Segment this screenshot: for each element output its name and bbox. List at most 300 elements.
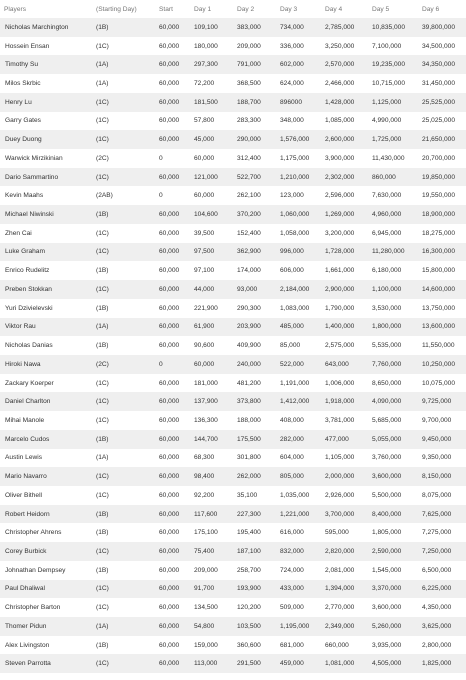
player-name: Corey Burbick xyxy=(5,547,47,555)
day-4-chips: 2,466,000 xyxy=(325,80,355,88)
start-chips: 60,000 xyxy=(159,248,180,256)
table-row xyxy=(0,467,466,486)
player-name: Daniel Charlton xyxy=(5,398,51,406)
day-2-chips: 312,400 xyxy=(237,154,261,162)
day-2-chips: 93,000 xyxy=(237,285,258,293)
starting-day: (1C) xyxy=(96,98,109,106)
player-name: Yuri Dzivielevski xyxy=(5,304,53,312)
day-3-chips: 602,000 xyxy=(280,61,304,69)
table-row xyxy=(0,93,466,112)
day-2-chips: 195,400 xyxy=(237,529,261,537)
day-3-chips: 433,000 xyxy=(280,585,304,593)
day-5-chips: 5,535,000 xyxy=(372,342,402,350)
start-chips: 0 xyxy=(159,360,163,368)
table-row xyxy=(0,542,466,561)
day-4-chips: 1,394,000 xyxy=(325,585,355,593)
day-2-chips: 301,800 xyxy=(237,454,261,462)
player-name: Hiroki Nawa xyxy=(5,360,41,368)
table-row xyxy=(0,243,466,262)
starting-day: (1C) xyxy=(96,491,109,499)
day-6-chips: 9,350,000 xyxy=(422,454,452,462)
table-row xyxy=(0,37,466,56)
day-6-chips: 9,700,000 xyxy=(422,416,452,424)
player-name: Garry Gates xyxy=(5,117,41,125)
header-day-2: Day 2 xyxy=(237,5,255,13)
day-3-chips: 1,175,000 xyxy=(280,154,310,162)
day-4-chips: 2,900,000 xyxy=(325,285,355,293)
day-5-chips: 6,180,000 xyxy=(372,267,402,275)
day-2-chips: 791,000 xyxy=(237,61,261,69)
header-day-4: Day 4 xyxy=(325,5,343,13)
day-2-chips: 188,700 xyxy=(237,98,261,106)
table-row xyxy=(0,411,466,430)
day-2-chips: 291,500 xyxy=(237,660,261,668)
table-row xyxy=(0,505,466,524)
day-4-chips: 660,000 xyxy=(325,641,349,649)
day-3-chips: 896000 xyxy=(280,98,303,106)
day-4-chips: 2,575,000 xyxy=(325,342,355,350)
table-row xyxy=(0,18,466,37)
day-2-chips: 188,000 xyxy=(237,416,261,424)
day-3-chips: 1,210,000 xyxy=(280,173,310,181)
table-row xyxy=(0,486,466,505)
day-3-chips: 604,000 xyxy=(280,454,304,462)
day-2-chips: 409,900 xyxy=(237,342,261,350)
day-4-chips: 2,600,000 xyxy=(325,136,355,144)
day-4-chips: 1,081,000 xyxy=(325,660,355,668)
day-4-chips: 2,081,000 xyxy=(325,566,355,574)
starting-day: (1C) xyxy=(96,285,109,293)
table-body xyxy=(0,18,466,673)
day-5-chips: 7,760,000 xyxy=(372,360,402,368)
start-chips: 60,000 xyxy=(159,342,180,350)
starting-day: (1C) xyxy=(96,42,109,50)
table-row xyxy=(0,561,466,580)
table-row xyxy=(0,55,466,74)
day-5-chips: 11,280,000 xyxy=(372,248,405,256)
table-row xyxy=(0,336,466,355)
day-1-chips: 90,600 xyxy=(194,342,215,350)
start-chips: 60,000 xyxy=(159,285,180,293)
day-6-chips: 8,075,000 xyxy=(422,491,452,499)
day-5-chips: 1,805,000 xyxy=(372,529,402,537)
day-4-chips: 1,269,000 xyxy=(325,211,355,219)
player-name: Johnathan Dempsey xyxy=(5,566,66,574)
day-1-chips: 97,100 xyxy=(194,267,215,275)
starting-day: (1A) xyxy=(96,80,109,88)
player-name: Austin Lewis xyxy=(5,454,43,462)
day-4-chips: 2,785,000 xyxy=(325,23,355,31)
header-day-3: Day 3 xyxy=(280,5,298,13)
day-6-chips: 13,750,000 xyxy=(422,304,456,312)
day-3-chips: 348,000 xyxy=(280,117,304,125)
table-row xyxy=(0,112,466,131)
player-name: Viktor Rau xyxy=(5,323,36,331)
starting-day: (2C) xyxy=(96,154,109,162)
day-6-chips: 25,025,000 xyxy=(422,117,456,125)
starting-day: (1C) xyxy=(96,248,109,256)
day-6-chips: 18,275,000 xyxy=(422,229,456,237)
table-row xyxy=(0,74,466,93)
day-1-chips: 97,500 xyxy=(194,248,215,256)
player-name: Preben Stokkan xyxy=(5,285,52,293)
player-name: Christopher Barton xyxy=(5,604,61,612)
day-5-chips: 19,235,000 xyxy=(372,61,406,69)
starting-day: (1C) xyxy=(96,398,109,406)
start-chips: 60,000 xyxy=(159,641,180,649)
day-5-chips: 1,125,000 xyxy=(372,98,402,106)
day-3-chips: 724,000 xyxy=(280,566,304,574)
starting-day: (1B) xyxy=(96,267,109,275)
player-name: Luke Graham xyxy=(5,248,45,256)
day-5-chips: 1,725,000 xyxy=(372,136,402,144)
day-6-chips: 9,725,000 xyxy=(422,398,452,406)
table-row xyxy=(0,580,466,599)
table-row xyxy=(0,318,466,337)
day-6-chips: 11,550,000 xyxy=(422,342,455,350)
day-1-chips: 117,600 xyxy=(194,510,218,518)
day-2-chips: 481,200 xyxy=(237,379,261,387)
day-1-chips: 180,000 xyxy=(194,42,218,50)
day-6-chips: 19,550,000 xyxy=(422,192,456,200)
day-3-chips: 734,000 xyxy=(280,23,304,31)
day-5-chips: 860,000 xyxy=(372,173,396,181)
start-chips: 60,000 xyxy=(159,547,180,555)
day-1-chips: 159,000 xyxy=(194,641,218,649)
start-chips: 60,000 xyxy=(159,23,180,31)
start-chips: 60,000 xyxy=(159,604,180,612)
day-6-chips: 6,500,000 xyxy=(422,566,452,574)
player-name: Christopher Ahrens xyxy=(5,529,62,537)
day-3-chips: 123,000 xyxy=(280,192,304,200)
day-2-chips: 193,900 xyxy=(237,585,261,593)
player-name: Oliver Bithell xyxy=(5,491,43,499)
starting-day: (1C) xyxy=(96,473,109,481)
day-2-chips: 240,000 xyxy=(237,360,261,368)
table-row xyxy=(0,299,466,318)
day-1-chips: 297,300 xyxy=(194,61,218,69)
day-3-chips: 1,221,000 xyxy=(280,510,310,518)
day-5-chips: 8,400,000 xyxy=(372,510,402,518)
day-1-chips: 109,100 xyxy=(194,23,218,31)
day-6-chips: 9,450,000 xyxy=(422,435,452,443)
table-row xyxy=(0,355,466,374)
start-chips: 60,000 xyxy=(159,622,180,630)
day-6-chips: 10,075,000 xyxy=(422,379,456,387)
day-2-chips: 290,000 xyxy=(237,136,261,144)
start-chips: 60,000 xyxy=(159,42,180,50)
day-4-chips: 1,428,000 xyxy=(325,98,355,106)
player-name: Thomer Pidun xyxy=(5,622,47,630)
day-3-chips: 522,000 xyxy=(280,360,304,368)
player-name: Hossein Ensan xyxy=(5,42,50,50)
day-5-chips: 3,760,000 xyxy=(372,454,402,462)
start-chips: 60,000 xyxy=(159,267,180,275)
table-row xyxy=(0,149,466,168)
start-chips: 60,000 xyxy=(159,510,180,518)
day-3-chips: 1,035,000 xyxy=(280,491,310,499)
day-3-chips: 1,058,000 xyxy=(280,229,310,237)
day-4-chips: 3,900,000 xyxy=(325,154,355,162)
day-5-chips: 6,945,000 xyxy=(372,229,402,237)
day-1-chips: 181,000 xyxy=(194,379,218,387)
day-2-chips: 360,600 xyxy=(237,641,261,649)
day-5-chips: 2,590,000 xyxy=(372,547,402,555)
start-chips: 0 xyxy=(159,154,163,162)
day-6-chips: 7,625,000 xyxy=(422,510,452,518)
start-chips: 60,000 xyxy=(159,98,180,106)
table-row xyxy=(0,636,466,655)
day-2-chips: 152,400 xyxy=(237,229,261,237)
day-5-chips: 7,100,000 xyxy=(372,42,402,50)
day-6-chips: 18,900,000 xyxy=(422,211,456,219)
starting-day: (1B) xyxy=(96,529,109,537)
start-chips: 60,000 xyxy=(159,435,180,443)
player-name: Dario Sammartino xyxy=(5,173,59,181)
day-1-chips: 121,000 xyxy=(194,173,218,181)
day-6-chips: 8,150,000 xyxy=(422,473,452,481)
table-row xyxy=(0,261,466,280)
day-6-chips: 15,800,000 xyxy=(422,267,456,275)
day-4-chips: 2,570,000 xyxy=(325,61,355,69)
header-day-1: Day 1 xyxy=(194,5,212,13)
player-name: Paul Dhaliwal xyxy=(5,585,45,593)
day-1-chips: 60,000 xyxy=(194,154,215,162)
day-4-chips: 477,000 xyxy=(325,435,349,443)
day-3-chips: 805,000 xyxy=(280,473,304,481)
day-3-chips: 336,000 xyxy=(280,42,304,50)
day-3-chips: 282,000 xyxy=(280,435,304,443)
day-6-chips: 4,350,000 xyxy=(422,604,452,612)
day-4-chips: 2,596,000 xyxy=(325,192,355,200)
day-4-chips: 2,926,000 xyxy=(325,491,355,499)
day-1-chips: 136,300 xyxy=(194,416,218,424)
starting-day: (1C) xyxy=(96,547,109,555)
start-chips: 60,000 xyxy=(159,117,180,125)
day-6-chips: 16,300,000 xyxy=(422,248,456,256)
table-header xyxy=(0,0,466,18)
header-starting-day: (Starting Day) xyxy=(96,5,137,13)
day-1-chips: 134,500 xyxy=(194,604,218,612)
player-name: Mihai Manole xyxy=(5,416,45,424)
day-3-chips: 2,184,000 xyxy=(280,285,310,293)
day-5-chips: 8,650,000 xyxy=(372,379,402,387)
day-1-chips: 221,900 xyxy=(194,304,218,312)
player-name: Nicholas Marchington xyxy=(5,23,69,31)
day-1-chips: 98,400 xyxy=(194,473,215,481)
table-row xyxy=(0,617,466,636)
player-name: Kevin Maahs xyxy=(5,192,44,200)
day-5-chips: 11,430,000 xyxy=(372,154,405,162)
day-6-chips: 31,450,000 xyxy=(422,80,456,88)
day-4-chips: 1,400,000 xyxy=(325,323,355,331)
start-chips: 60,000 xyxy=(159,80,180,88)
day-3-chips: 1,083,000 xyxy=(280,304,310,312)
starting-day: (1C) xyxy=(96,660,109,668)
table-row xyxy=(0,392,466,411)
day-6-chips: 19,850,000 xyxy=(422,173,456,181)
table-row xyxy=(0,168,466,187)
day-2-chips: 209,000 xyxy=(237,42,261,50)
table-row xyxy=(0,449,466,468)
table-row xyxy=(0,186,466,205)
starting-day: (2AB) xyxy=(96,192,113,200)
day-1-chips: 104,600 xyxy=(194,211,218,219)
day-4-chips: 1,105,000 xyxy=(325,454,355,462)
day-6-chips: 34,500,000 xyxy=(422,42,456,50)
day-5-chips: 5,500,000 xyxy=(372,491,402,499)
day-5-chips: 1,100,000 xyxy=(372,285,402,293)
table-row xyxy=(0,523,466,542)
day-4-chips: 3,250,000 xyxy=(325,42,355,50)
day-6-chips: 2,800,000 xyxy=(422,641,452,649)
player-name: Marcelo Cudos xyxy=(5,435,50,443)
day-3-chips: 85,000 xyxy=(280,342,301,350)
table-row xyxy=(0,224,466,243)
day-4-chips: 1,006,000 xyxy=(325,379,355,387)
starting-day: (1A) xyxy=(96,454,109,462)
starting-day: (1B) xyxy=(96,342,109,350)
player-name: Robert Heidorn xyxy=(5,510,50,518)
table-row xyxy=(0,205,466,224)
day-6-chips: 1,825,000 xyxy=(422,660,452,668)
day-5-chips: 3,600,000 xyxy=(372,604,402,612)
start-chips: 60,000 xyxy=(159,211,180,219)
day-5-chips: 4,090,000 xyxy=(372,398,402,406)
day-6-chips: 14,600,000 xyxy=(422,285,456,293)
day-2-chips: 283,300 xyxy=(237,117,261,125)
starting-day: (1C) xyxy=(96,173,109,181)
player-name: Nicholas Danias xyxy=(5,342,53,350)
day-2-chips: 262,100 xyxy=(237,192,261,200)
header-players: Players xyxy=(4,5,26,13)
player-name: Henry Lu xyxy=(5,98,32,106)
player-name: Mario Navarro xyxy=(5,473,47,481)
header-row xyxy=(0,0,466,18)
table-row xyxy=(0,130,466,149)
day-5-chips: 3,600,000 xyxy=(372,473,402,481)
day-4-chips: 1,085,000 xyxy=(325,117,355,125)
day-5-chips: 3,935,000 xyxy=(372,641,402,649)
day-6-chips: 39,800,000 xyxy=(422,23,456,31)
day-6-chips: 6,225,000 xyxy=(422,585,452,593)
starting-day: (1C) xyxy=(96,117,109,125)
player-name: Enrico Rudelitz xyxy=(5,267,50,275)
start-chips: 60,000 xyxy=(159,173,180,181)
day-1-chips: 144,700 xyxy=(194,435,218,443)
starting-day: (1B) xyxy=(96,23,109,31)
starting-day: (1B) xyxy=(96,566,109,574)
starting-day: (1B) xyxy=(96,304,109,312)
day-3-chips: 681,000 xyxy=(280,641,304,649)
starting-day: (1C) xyxy=(96,136,109,144)
player-name: Michael Niwinski xyxy=(5,211,54,219)
starting-day: (2C) xyxy=(96,360,109,368)
day-1-chips: 68,300 xyxy=(194,454,215,462)
player-name: Alex Livingston xyxy=(5,641,50,649)
player-name: Zhen Cai xyxy=(5,229,32,237)
day-2-chips: 370,200 xyxy=(237,211,261,219)
day-4-chips: 2,820,000 xyxy=(325,547,355,555)
day-6-chips: 20,700,000 xyxy=(422,154,456,162)
day-2-chips: 373,800 xyxy=(237,398,261,406)
day-5-chips: 3,370,000 xyxy=(372,585,402,593)
day-4-chips: 1,661,000 xyxy=(325,267,355,275)
start-chips: 0 xyxy=(159,192,163,200)
day-2-chips: 174,000 xyxy=(237,267,261,275)
day-1-chips: 91,700 xyxy=(194,585,215,593)
starting-day: (1A) xyxy=(96,61,109,69)
day-1-chips: 113,000 xyxy=(194,660,218,668)
day-5-chips: 1,545,000 xyxy=(372,566,402,574)
table-row xyxy=(0,598,466,617)
table-row xyxy=(0,654,466,673)
day-3-chips: 1,412,000 xyxy=(280,398,310,406)
player-name: Steven Parrotta xyxy=(5,660,51,668)
day-3-chips: 606,000 xyxy=(280,267,304,275)
day-4-chips: 3,200,000 xyxy=(325,229,355,237)
starting-day: (1C) xyxy=(96,604,109,612)
day-3-chips: 996,000 xyxy=(280,248,304,256)
player-name: Timothy Su xyxy=(5,61,39,69)
day-1-chips: 57,800 xyxy=(194,117,215,125)
start-chips: 60,000 xyxy=(159,585,180,593)
day-5-chips: 7,630,000 xyxy=(372,192,402,200)
day-2-chips: 258,700 xyxy=(237,566,261,574)
day-5-chips: 10,835,000 xyxy=(372,23,406,31)
day-6-chips: 34,350,000 xyxy=(422,61,456,69)
header-day-6: Day 6 xyxy=(422,5,440,13)
day-6-chips: 25,525,000 xyxy=(422,98,456,106)
starting-day: (1A) xyxy=(96,323,109,331)
day-3-chips: 408,000 xyxy=(280,416,304,424)
starting-day: (1C) xyxy=(96,379,109,387)
day-3-chips: 1,060,000 xyxy=(280,211,310,219)
day-1-chips: 72,200 xyxy=(194,80,215,88)
day-2-chips: 290,300 xyxy=(237,304,261,312)
start-chips: 60,000 xyxy=(159,416,180,424)
start-chips: 60,000 xyxy=(159,473,180,481)
day-1-chips: 45,000 xyxy=(194,136,215,144)
day-5-chips: 5,685,000 xyxy=(372,416,402,424)
day-3-chips: 459,000 xyxy=(280,660,304,668)
start-chips: 60,000 xyxy=(159,660,180,668)
header-day-5: Day 5 xyxy=(372,5,390,13)
start-chips: 60,000 xyxy=(159,566,180,574)
starting-day: (1B) xyxy=(96,641,109,649)
day-4-chips: 2,349,000 xyxy=(325,622,355,630)
day-3-chips: 509,000 xyxy=(280,604,304,612)
day-4-chips: 1,918,000 xyxy=(325,398,355,406)
day-5-chips: 3,530,000 xyxy=(372,304,402,312)
day-4-chips: 1,790,000 xyxy=(325,304,355,312)
day-2-chips: 35,100 xyxy=(237,491,258,499)
day-3-chips: 1,576,000 xyxy=(280,136,310,144)
day-2-chips: 175,500 xyxy=(237,435,261,443)
player-name: Milos Skrbic xyxy=(5,80,41,88)
day-5-chips: 1,800,000 xyxy=(372,323,402,331)
day-2-chips: 103,500 xyxy=(237,622,261,630)
start-chips: 60,000 xyxy=(159,491,180,499)
day-4-chips: 595,000 xyxy=(325,529,349,537)
day-1-chips: 60,000 xyxy=(194,360,215,368)
start-chips: 60,000 xyxy=(159,136,180,144)
day-2-chips: 203,900 xyxy=(237,323,261,331)
day-2-chips: 227,300 xyxy=(237,510,261,518)
day-1-chips: 54,800 xyxy=(194,622,215,630)
start-chips: 60,000 xyxy=(159,229,180,237)
start-chips: 60,000 xyxy=(159,398,180,406)
